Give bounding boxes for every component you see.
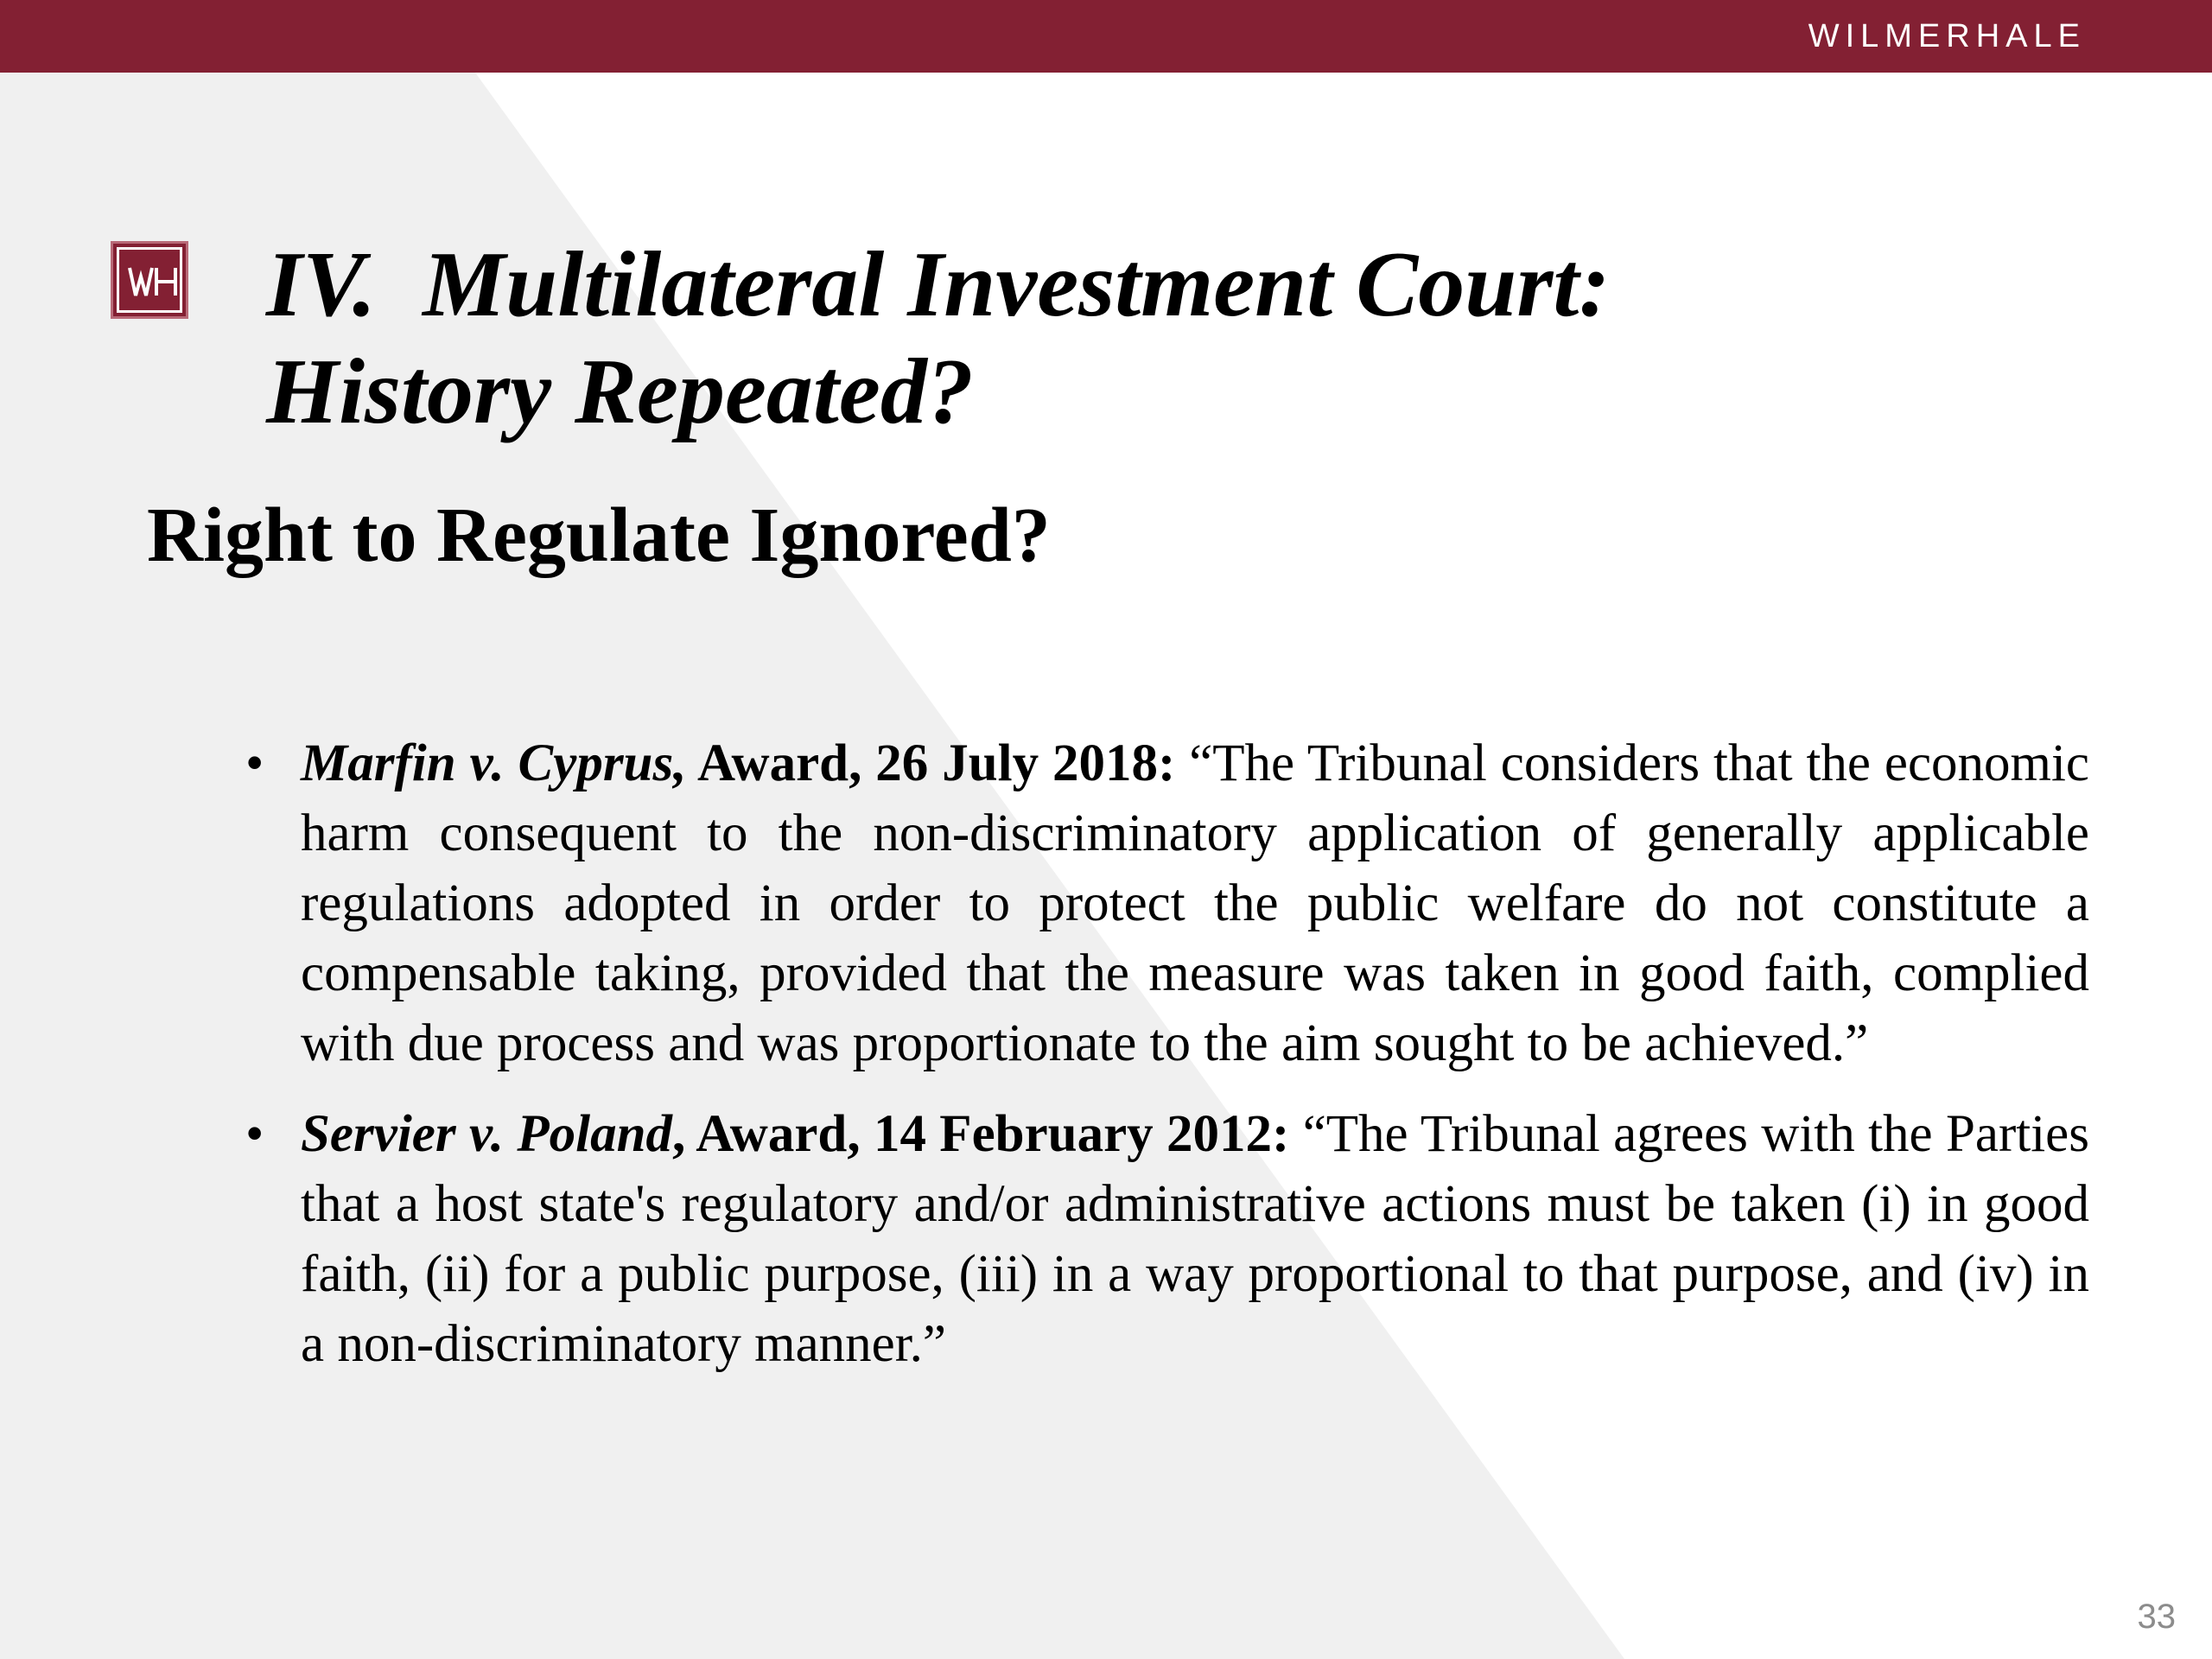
award-date: , Award, 14 February 2012: xyxy=(672,1105,1290,1163)
bullet-icon: • xyxy=(245,734,264,792)
case-item-servier xyxy=(245,1099,2089,1379)
page-number: 33 xyxy=(2137,1598,2176,1636)
case-quote: “The Tribunal considers that the economic harm consequent to the non-discriminatory application of generally applicable regulations adopted in order to protect the public welfare do not constitute a compensable taking, provided that the measure was taken in good faith, complied with due process and was proportionate to the aim sought to be achieved.” xyxy=(301,734,2089,1072)
slide-title xyxy=(266,232,1994,446)
header-bar xyxy=(0,0,2212,73)
case-quote: “The Tribunal agrees with the Parties that a host state's regulatory and/or administrative actions must be taken (i) in good faith, (ii) for a public purpose, (iii) in a way proportional to that purpose, and (iv) in a non-discriminatory manner.” xyxy=(301,1105,2089,1373)
brand-name: WILMERHALE xyxy=(1808,18,2086,54)
slide-subtitle: Right to Regulate Ignored? xyxy=(147,493,1051,578)
case-name: Marfin v. Cyprus, xyxy=(301,734,687,792)
title-line-1: IV. Multilateral Investment Court: xyxy=(266,233,1611,336)
title-line-2: History Repeated? xyxy=(266,340,974,443)
bullet-icon: • xyxy=(245,1105,264,1163)
wh-logo-icon xyxy=(111,241,188,319)
case-item-marfin xyxy=(245,728,2089,1078)
case-list xyxy=(245,728,2089,1400)
award-date: Award, 26 July 2018: xyxy=(686,734,1176,792)
case-name: Servier v. Poland xyxy=(301,1105,672,1163)
